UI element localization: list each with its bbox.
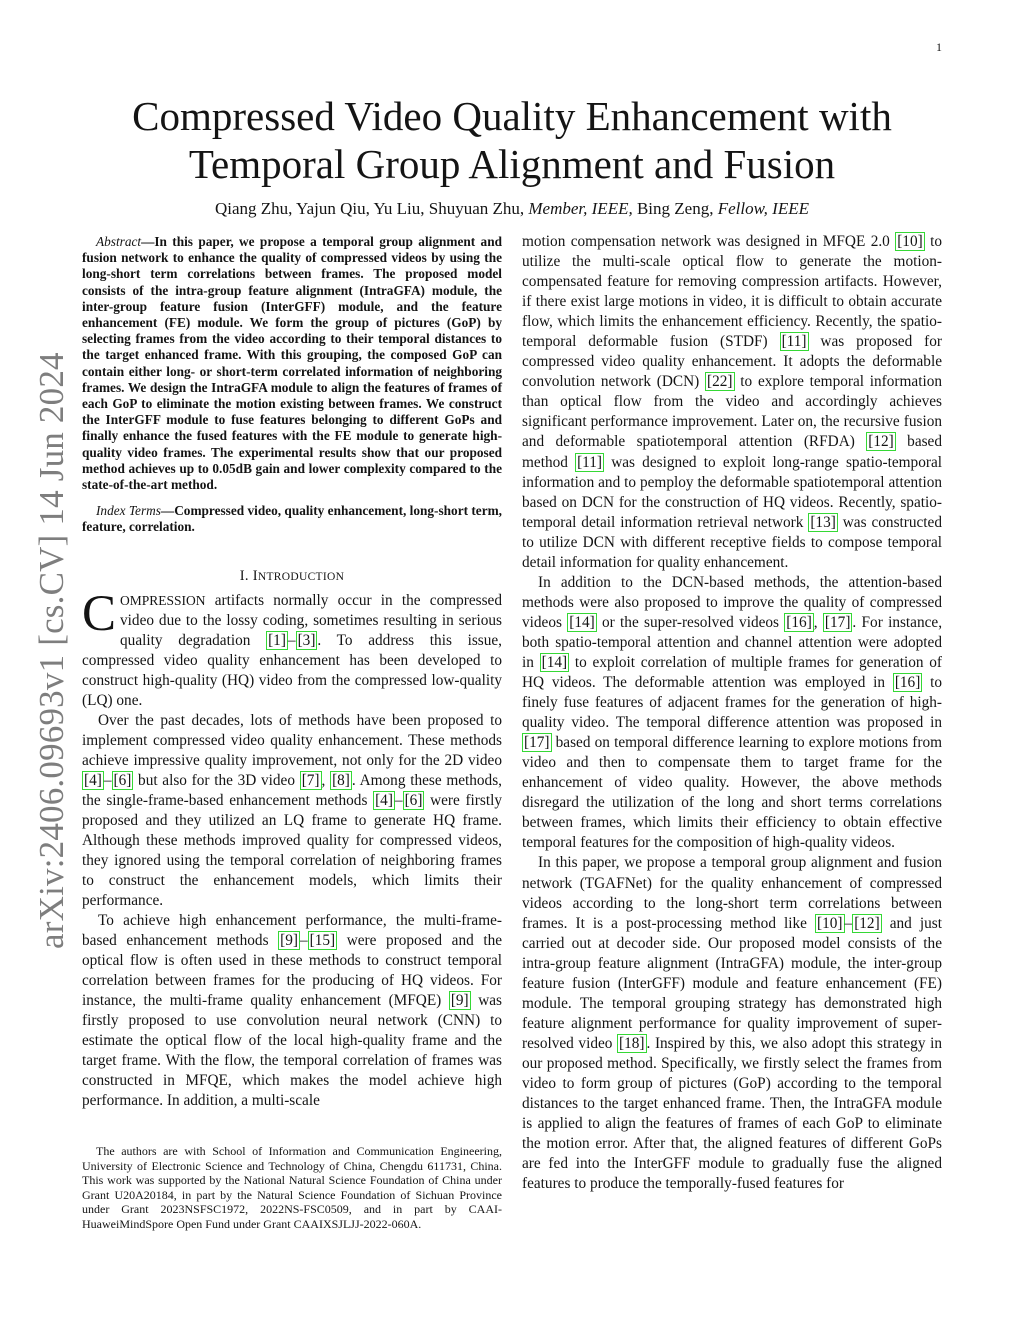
author-list bbox=[100, 198, 924, 220]
text-run: . Among these methods, the single-frame-based enhancement methods bbox=[82, 771, 502, 809]
section-title-initial: I bbox=[252, 567, 258, 584]
citation-link[interactable]: [7] bbox=[301, 771, 320, 789]
text-run: In addition to the DCN-based methods, the attention-based methods were also proposed to improve the quality of compressed videos bbox=[522, 573, 942, 631]
intro-paragraph-2 bbox=[82, 711, 502, 911]
citation-link[interactable]: [6] bbox=[404, 791, 423, 809]
text-run: to utilize the multi-scale optical flow to generate the motion-compensated feature for removing compression artifacts. However, if there exist large motions in video, it is difficult to obtain accurate flow, which limits the enhancement efficiency. Recently, the spatio-temporal deformable fusion (STDF) bbox=[522, 233, 942, 351]
section-heading-introduction bbox=[82, 568, 502, 585]
right-paragraph-3 bbox=[522, 853, 942, 1194]
citation-link[interactable]: [3] bbox=[297, 631, 316, 649]
text-run: or the super-resolved videos bbox=[596, 613, 785, 631]
intro-opening-word: OMPRESSION bbox=[120, 592, 206, 608]
author-affiliation-footnote: The authors are with School of Information and Communication Engineering, University of Electronic Science and Technology of China, Chengdu 611731, China. This work was supported by the National Natural Science Foundation of China under Grant U20A20184, in part by the Natural Science Foundation of Sichuan Province under Grant 2023NSFSC1972, 2022NS-FSC0509, and in part by CAAI-HuaweiMindSpore Open Fund under Grant CAAIXSJLJJ-2022-060A. bbox=[82, 1144, 502, 1231]
text-run: – bbox=[299, 931, 308, 949]
citation-link[interactable]: [15] bbox=[309, 931, 336, 949]
text-run: – bbox=[394, 791, 403, 809]
text-run: . For instance, both spatio-temporal attention and channel attention were adopted in bbox=[522, 613, 943, 671]
citation-link[interactable]: [13] bbox=[810, 513, 836, 531]
citation-link[interactable]: [4] bbox=[375, 791, 393, 809]
citation-link[interactable]: [16] bbox=[786, 613, 812, 631]
right-paragraph-2 bbox=[522, 573, 942, 854]
intro-paragraph-3 bbox=[82, 911, 502, 1111]
citation-link[interactable]: [1] bbox=[268, 631, 286, 649]
intro-paragraph-1 bbox=[82, 585, 502, 711]
citation-link[interactable]: [9] bbox=[280, 931, 298, 949]
abstract bbox=[82, 234, 502, 493]
text-run: based method bbox=[522, 433, 942, 471]
citation-link[interactable]: [12] bbox=[868, 433, 894, 451]
text-run: to finely fuse features of adjacent frames for the generation of high-quality video. The temporal difference attention was proposed in bbox=[522, 674, 942, 732]
index-terms-label: Index Terms bbox=[96, 503, 161, 519]
citation-link[interactable]: [22] bbox=[707, 373, 733, 391]
text-run: – bbox=[103, 771, 112, 789]
citation-link[interactable]: [17] bbox=[524, 734, 550, 752]
citation-link[interactable]: [14] bbox=[569, 613, 595, 631]
left-column bbox=[82, 234, 502, 1111]
text-run: To achieve high enhancement performance, the multi-frame-based enhancement methods bbox=[82, 911, 502, 949]
citation-link[interactable]: [16] bbox=[894, 674, 921, 692]
text-run: In this paper, we propose a temporal group alignment and fusion network (TGAFNet) for the quality enhancement of compressed videos according to the long-short term correlations between frames. It is a post-processing method like bbox=[522, 854, 942, 932]
right-paragraph-1 bbox=[522, 232, 942, 573]
citation-link[interactable]: [11] bbox=[577, 453, 602, 471]
text-run: based on temporal difference learning to explore motions from video and then to compensate them to target frame for the enhancement of video quality. However, the above methods disregard the utilization of the long and short terms correlations between frames, which limits their efficiency to obtain effective temporal features for the composition of high-quality videos. bbox=[522, 734, 942, 852]
text-run: and just carried out at decoder side. Our proposed model consists of the intra-group feature alignment (IntraGFA) module, the inter-group feature fusion (InterGFF) module and feature enhancement (FE) module. The temporal grouping strategy has demonstrated high feature alignment performance for quality improvement of super-resolved video bbox=[522, 914, 942, 1052]
drop-cap: C bbox=[82, 585, 117, 642]
citation-link[interactable]: [18] bbox=[619, 1034, 645, 1052]
text-run: to exploit correlation of multiple frames for generation of HQ videos. The deformable attention was employed in bbox=[522, 653, 942, 692]
citation-link[interactable]: [11] bbox=[781, 333, 807, 351]
text-run: , bbox=[813, 613, 823, 631]
citation-link[interactable]: [17] bbox=[824, 613, 851, 631]
text-run: were proposed and the optical flow is often used in these methods to construct temporal correlation between frames for the producing of HQ videos. For instance, the multi-frame quality enhancement (MFQE) bbox=[82, 931, 503, 1009]
section-title-rest: NTRODUCTION bbox=[257, 570, 345, 583]
text-run: was constructed to utilize DCN with different receptive fields to compose temporal detail information for quality enhancement. bbox=[522, 513, 942, 571]
title-line-1: Compressed Video Quality Enhancement with bbox=[132, 93, 892, 139]
citation-link[interactable]: [4] bbox=[84, 771, 102, 789]
author-name-last: Bing Zeng, bbox=[632, 199, 718, 218]
index-terms-text: —Compressed video, quality enhancement, long-short term, feature, correlation. bbox=[82, 503, 502, 535]
title-line-2: Temporal Group Alignment and Fusion bbox=[188, 141, 836, 187]
text-run: was proposed for compressed video quality enhancement. It adopts the deformable convolution network (DCN) bbox=[522, 333, 942, 391]
text-run: – bbox=[844, 914, 853, 932]
author-fellowship: Fellow, IEEE bbox=[717, 199, 809, 218]
citation-link[interactable]: [10] bbox=[897, 233, 923, 250]
abstract-text: —In this paper, we propose a temporal group alignment and fusion network to enhance the quality of compressed videos by using the long-short term correlations between frames. The proposed model consists of the intra-group feature alignment (IntraGFA) module, the inter-group feature fusion (InterGFF) module, and the feature enhancement (FE) module. We form the group of pictures (GoP) by selecting frames from the video according to their temporal distances to the target enhanced frame. With this grouping, the composed GoP can contain either long- or short-term correlated information of neighboring frames. We design the IntraGFA module to align the features of frames of each GoP to eliminate the motion existing between frames. We construct the InterGFF module to fuse features belonging to different GoPs and finally enhance the fused features with the FE module to generate high-quality video frames. The experimental results show that our proposed method achieves up to 0.05dB gain and lower complexity compared to the state-of-the-art method. bbox=[82, 234, 502, 493]
text-run: artifacts normally occur in the compressed video due to the lossy coding, sometimes resulting in serious quality degradation bbox=[120, 591, 502, 649]
citation-link[interactable]: [12] bbox=[854, 914, 880, 932]
text-run: was firstly proposed to use convolution neural network (CNN) to estimate the optical flow of the local high-quality frame and the target frame. With the flow, the temporal correlation of frames was constructed in MFQE, which makes the model achieve high performance. In addition, a multi-scale bbox=[82, 991, 502, 1109]
text-run: . To address this issue, compressed video quality enhancement has been developed to construct high-quality (HQ) video from the compressed low-quality (LQ) one. bbox=[82, 631, 502, 709]
paper-title bbox=[100, 92, 924, 188]
author-membership: Member, IEEE, bbox=[528, 199, 633, 218]
text-run: . Inspired by this, we also adopt this strategy in our proposed method. Specifically, we firstly select the frames from video to form group of pictures (GoP) according to the temporal distances to the target enhanced frame. Then, the IntraGFA module is applied to align the features of frames of each GoP to eliminate the motion error. After that, the aligned features of different GoPs are fed into the InterGFF module to gradually fuse the aligned features to produce the temporally-fused features for bbox=[522, 1034, 942, 1193]
arxiv-identifier-stamp[interactable]: arXiv:2406.09693v1 [cs.CV] 14 Jun 2024 bbox=[32, 352, 71, 949]
citation-link[interactable]: [9] bbox=[450, 991, 469, 1009]
right-column bbox=[522, 232, 942, 1194]
abstract-label: Abstract bbox=[96, 234, 142, 249]
text-run: were firstly proposed and they utilized an LQ frame to generate HQ frame. Although these methods improved quality for compressed videos, they ignored using the temporal correlation of neighboring frames to construct the enhancement models, which limits their performance. bbox=[82, 791, 502, 909]
text-run: Over the past decades, lots of methods have been proposed to implement compressed video quality enhancement. These methods achieve impressive quality improvement, not only for the 2D video bbox=[82, 711, 502, 769]
citation-link[interactable]: [8] bbox=[332, 771, 350, 789]
author-names: Qiang Zhu, Yajun Qiu, Yu Liu, Shuyuan Zhu, bbox=[214, 199, 529, 218]
text-run: was designed to exploit long-range spatio-temporal information and to pemploy the deformable spatiotemporal attention based on DCN for the construction of HQ videos. Recently, spatio-temporal detail information retrieval network bbox=[522, 453, 942, 531]
citation-link[interactable]: [14] bbox=[541, 653, 568, 671]
text-run: to explore temporal information than optical flow from the video and accordingly achieves significant performance improvement. Later on, the recursive fusion and deformable spatiotemporal attention (RFDA) bbox=[522, 373, 942, 451]
text-run: – bbox=[287, 631, 296, 649]
citation-link[interactable]: [10] bbox=[817, 914, 843, 932]
text-run: but also for the 3D video bbox=[133, 771, 300, 789]
index-terms bbox=[82, 503, 502, 535]
section-number: I. bbox=[239, 567, 253, 584]
text-run: motion compensation network was designed in MFQE 2.0 bbox=[522, 233, 896, 250]
page-number: 1 bbox=[936, 40, 942, 54]
text-run: , bbox=[321, 771, 331, 789]
citation-link[interactable]: [6] bbox=[113, 771, 132, 789]
